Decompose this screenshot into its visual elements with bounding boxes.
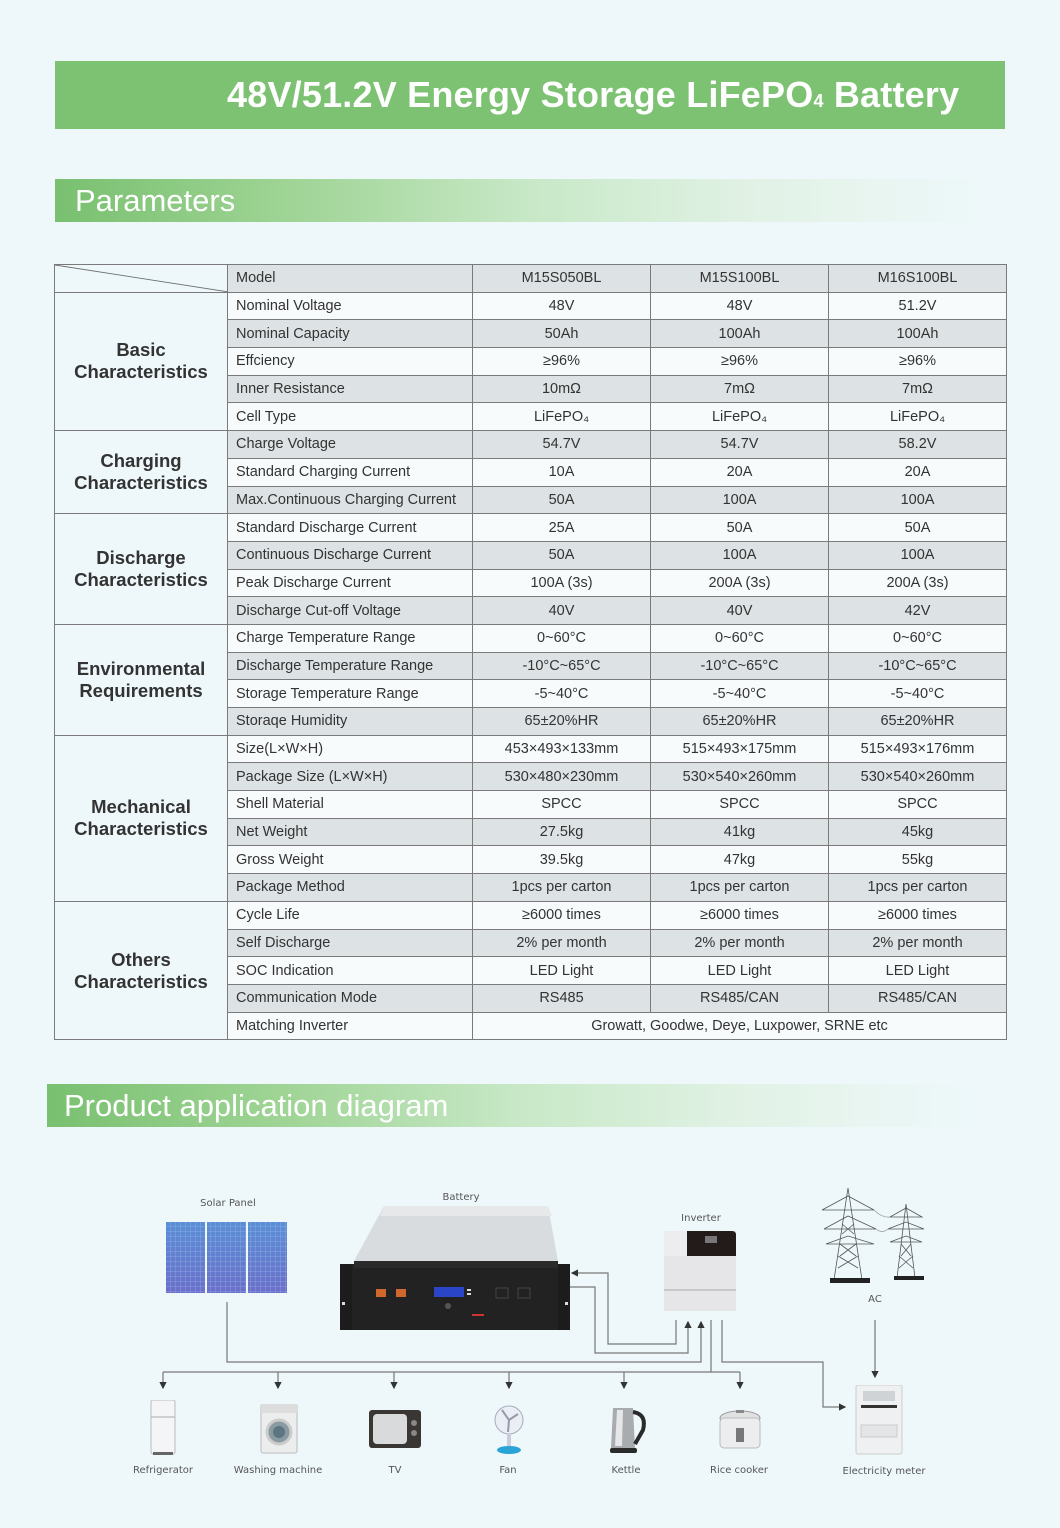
parameter-value: 50A — [473, 541, 651, 569]
battery-icon — [340, 1206, 570, 1334]
parameter-value: 100Ah — [651, 320, 829, 348]
parameter-value: 0~60°C — [829, 624, 1007, 652]
parameter-value: 20A — [829, 458, 1007, 486]
parameter-name: Effciency — [228, 348, 473, 376]
parameter-value: 40V — [473, 597, 651, 625]
category-label: Basic — [116, 339, 166, 361]
category-label: Charging — [100, 450, 182, 472]
parameter-value: 200A (3s) — [829, 569, 1007, 597]
parameter-value: 10mΩ — [473, 375, 651, 403]
parameter-name: Peak Discharge Current — [228, 569, 473, 597]
rice-cooker-icon — [715, 1408, 765, 1452]
parameter-value: 530×480×230mm — [473, 763, 651, 791]
inverter-label: Inverter — [681, 1213, 721, 1224]
parameter-value: 2% per month — [651, 929, 829, 957]
solar-panel-icon — [166, 1222, 287, 1293]
table-row — [55, 292, 1007, 320]
model-label: Model — [228, 265, 473, 293]
table-header-row — [55, 265, 1007, 293]
parameter-name: Standard Charging Current — [228, 458, 473, 486]
category-label: Characteristics — [74, 818, 208, 840]
parameter-value: 453×493×133mm — [473, 735, 651, 763]
table-row — [55, 514, 1007, 542]
category-cell — [55, 901, 228, 1039]
parameter-value: 58.2V — [829, 431, 1007, 459]
parameter-value: 100A — [829, 486, 1007, 514]
parameter-value: 1pcs per carton — [473, 874, 651, 902]
parameter-name: Communication Mode — [228, 984, 473, 1012]
parameter-value: ≥6000 times — [829, 901, 1007, 929]
parameter-value: 27.5kg — [473, 818, 651, 846]
parameter-value: 55kg — [829, 846, 1007, 874]
parameter-value: 515×493×176mm — [829, 735, 1007, 763]
category-label: Characteristics — [74, 970, 208, 992]
parameter-value: 65±20%HR — [651, 708, 829, 736]
category-label: Characteristics — [74, 472, 208, 494]
table-row — [55, 901, 1007, 929]
parameter-name: Self Discharge — [228, 929, 473, 957]
parameter-name: Storage Temperature Range — [228, 680, 473, 708]
parameter-name: Gross Weight — [228, 846, 473, 874]
parameter-value: -10°C~65°C — [829, 652, 1007, 680]
parameter-value: 47kg — [651, 846, 829, 874]
parameter-value: 530×540×260mm — [829, 763, 1007, 791]
load-label: Kettle — [611, 1465, 641, 1476]
parameter-value: 48V — [473, 292, 651, 320]
parameter-value: LED Light — [473, 957, 651, 985]
parameter-value: LiFePO₄ — [473, 403, 651, 431]
ac-label: AC — [868, 1294, 882, 1305]
table-row — [55, 431, 1007, 459]
inverter-icon — [664, 1231, 736, 1311]
parameter-value: LED Light — [651, 957, 829, 985]
parameter-value: 41kg — [651, 818, 829, 846]
model-name: M15S050BL — [473, 265, 651, 293]
parameter-name: Standard Discharge Current — [228, 514, 473, 542]
parameter-name: Storaqe Humidity — [228, 708, 473, 736]
parameter-value: LiFePO₄ — [829, 403, 1007, 431]
parameter-name: Charge Voltage — [228, 431, 473, 459]
parameter-value: 65±20%HR — [473, 708, 651, 736]
parameter-value: 2% per month — [829, 929, 1007, 957]
parameter-value: -10°C~65°C — [473, 652, 651, 680]
parameter-name: Cycle Life — [228, 901, 473, 929]
electricity-meter-icon — [855, 1385, 903, 1455]
solar-panel-label: Solar Panel — [200, 1198, 256, 1209]
parameter-value: 50A — [829, 514, 1007, 542]
parameter-name: Matching Inverter — [228, 1012, 473, 1040]
parameter-value: 100Ah — [829, 320, 1007, 348]
application-diagram — [0, 1140, 1060, 1528]
parameters-heading — [55, 179, 995, 222]
parameter-value: 65±20%HR — [829, 708, 1007, 736]
parameter-value: 100A — [651, 486, 829, 514]
parameter-name: Package Size (L×W×H) — [228, 763, 473, 791]
parameter-value: 48V — [651, 292, 829, 320]
parameter-value: 100A (3s) — [473, 569, 651, 597]
parameter-value: 100A — [651, 541, 829, 569]
category-cell — [55, 624, 228, 735]
load-label: Fan — [499, 1465, 517, 1476]
parameter-value: 54.7V — [651, 431, 829, 459]
parameter-value: 100A — [829, 541, 1007, 569]
load-label: TV — [388, 1465, 402, 1476]
parameter-value: 1pcs per carton — [829, 874, 1007, 902]
parameter-value: 2% per month — [473, 929, 651, 957]
parameter-value: 0~60°C — [651, 624, 829, 652]
battery-label: Battery — [442, 1192, 480, 1203]
category-label: Discharge — [96, 547, 186, 569]
power-tower-icon — [818, 1184, 930, 1284]
table-row — [55, 735, 1007, 763]
page-title: 48V/51.2V Energy Storage LiFePO4 Battery — [227, 74, 960, 115]
parameter-value: 10A — [473, 458, 651, 486]
model-name: M15S100BL — [651, 265, 829, 293]
parameter-value: 42V — [829, 597, 1007, 625]
diagram-heading — [47, 1084, 982, 1127]
parameter-value: RS485/CAN — [829, 984, 1007, 1012]
parameter-name: SOC Indication — [228, 957, 473, 985]
parameter-value: 200A (3s) — [651, 569, 829, 597]
parameter-value: 39.5kg — [473, 846, 651, 874]
refrigerator-icon — [150, 1400, 176, 1456]
category-label: Requirements — [79, 679, 203, 701]
category-label: Characteristics — [74, 569, 208, 591]
parameter-value: LiFePO₄ — [651, 403, 829, 431]
title-banner — [55, 61, 1005, 129]
parameter-value: ≥6000 times — [651, 901, 829, 929]
parameter-value: 7mΩ — [651, 375, 829, 403]
parameter-value: 54.7V — [473, 431, 651, 459]
parameter-name: Charge Temperature Range — [228, 624, 473, 652]
parameters-heading-text: Parameters — [75, 182, 236, 218]
category-cell — [55, 514, 228, 625]
parameter-value: ≥6000 times — [473, 901, 651, 929]
parameter-value: 515×493×175mm — [651, 735, 829, 763]
fan-icon — [494, 1402, 524, 1456]
tv-icon — [369, 1410, 421, 1450]
diagonal-corner-cell — [55, 265, 228, 293]
parameter-name: Net Weight — [228, 818, 473, 846]
parameter-value: ≥96% — [829, 348, 1007, 376]
parameter-value: -5~40°C — [473, 680, 651, 708]
parameter-value: 50Ah — [473, 320, 651, 348]
diagram-heading-text: Product application diagram — [64, 1087, 449, 1123]
parameter-value: RS485 — [473, 984, 651, 1012]
model-name: M16S100BL — [829, 265, 1007, 293]
parameter-value: SPCC — [829, 791, 1007, 819]
parameter-name: Inner Resistance — [228, 375, 473, 403]
parameter-value: 0~60°C — [473, 624, 651, 652]
category-label: Characteristics — [74, 361, 208, 383]
parameter-value: 25A — [473, 514, 651, 542]
parameter-name: Discharge Temperature Range — [228, 652, 473, 680]
parameter-name: Package Method — [228, 874, 473, 902]
spec-table — [54, 264, 1007, 1040]
parameter-value: 50A — [473, 486, 651, 514]
parameter-value: 20A — [651, 458, 829, 486]
category-cell — [55, 292, 228, 430]
parameter-value: ≥96% — [651, 348, 829, 376]
parameter-value: 530×540×260mm — [651, 763, 829, 791]
parameter-value: Growatt, Goodwe, Deye, Luxpower, SRNE etc — [473, 1012, 1007, 1040]
category-label: Others — [111, 948, 171, 970]
parameter-value: 45kg — [829, 818, 1007, 846]
parameter-value: 40V — [651, 597, 829, 625]
parameter-value: -10°C~65°C — [651, 652, 829, 680]
electricity-meter-label: Electricity meter — [842, 1466, 926, 1477]
parameter-name: Size(L×W×H) — [228, 735, 473, 763]
parameter-name: Nominal Capacity — [228, 320, 473, 348]
category-cell — [55, 735, 228, 901]
load-label: Refrigerator — [133, 1465, 193, 1476]
parameter-value: 1pcs per carton — [651, 874, 829, 902]
parameter-value: -5~40°C — [829, 680, 1007, 708]
parameter-name: Discharge Cut-off Voltage — [228, 597, 473, 625]
parameter-name: Continuous Discharge Current — [228, 541, 473, 569]
parameter-name: Cell Type — [228, 403, 473, 431]
parameter-value: SPCC — [473, 791, 651, 819]
category-label: Mechanical — [91, 796, 191, 818]
load-label: Rice cooker — [710, 1465, 768, 1476]
parameter-value: SPCC — [651, 791, 829, 819]
parameter-value: RS485/CAN — [651, 984, 829, 1012]
table-row — [55, 624, 1007, 652]
parameter-name: Nominal Voltage — [228, 292, 473, 320]
parameter-value: 7mΩ — [829, 375, 1007, 403]
parameter-value: 51.2V — [829, 292, 1007, 320]
parameter-value: ≥96% — [473, 348, 651, 376]
kettle-icon — [605, 1404, 647, 1454]
category-label: Environmental — [76, 657, 206, 679]
parameter-name: Max.Continuous Charging Current — [228, 486, 473, 514]
category-cell — [55, 431, 228, 514]
parameter-value: LED Light — [829, 957, 1007, 985]
parameter-name: Shell Material — [228, 791, 473, 819]
parameter-value: -5~40°C — [651, 680, 829, 708]
washing-machine-icon — [260, 1404, 298, 1454]
parameter-value: 50A — [651, 514, 829, 542]
load-label: Washing machine — [233, 1465, 323, 1476]
